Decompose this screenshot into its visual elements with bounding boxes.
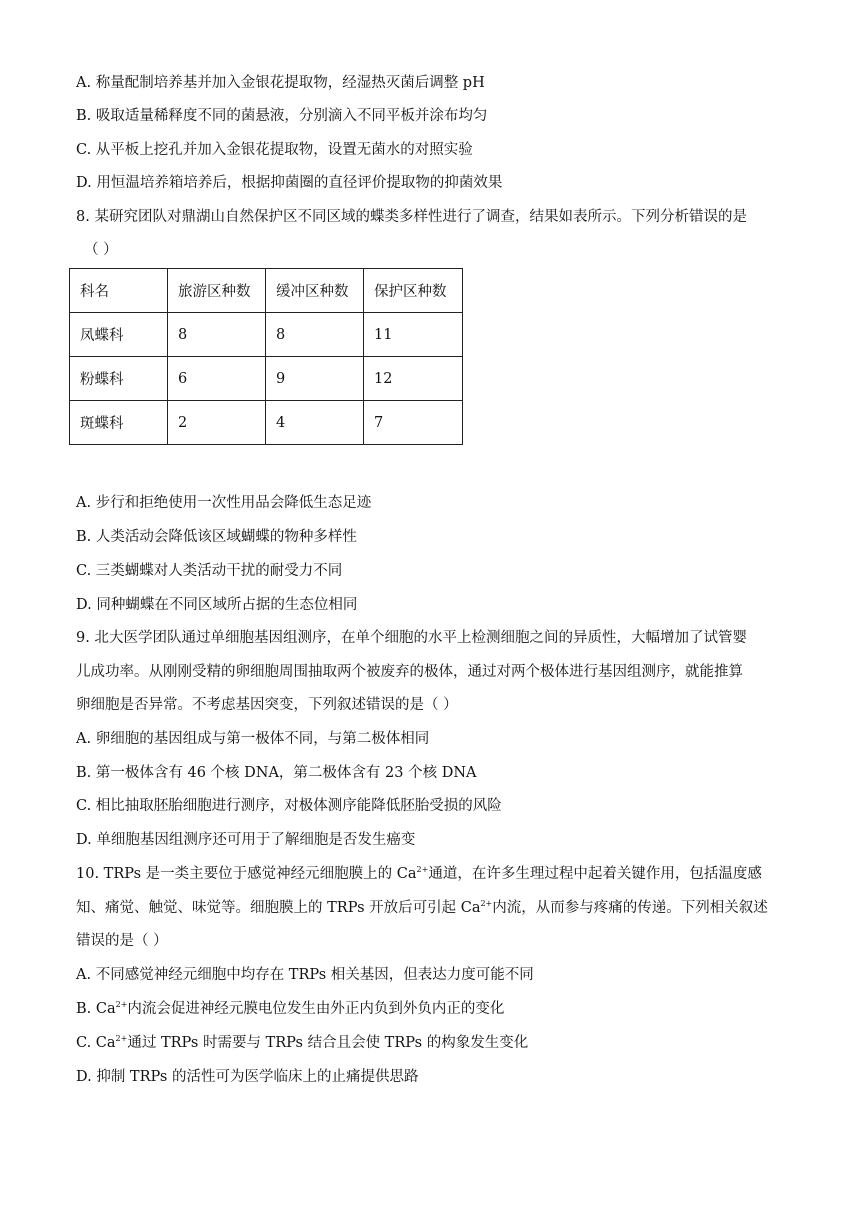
q9-stem-line3: 卵细胞是否异常。不考虑基因突变，下列叙述错误的是（ ） bbox=[76, 697, 458, 713]
q9-option-c: C. 相比抽取胚胎细胞进行测序，对极体测序能降低胚胎受损的风险 bbox=[76, 798, 502, 814]
table-cell: 11 bbox=[364, 313, 463, 357]
q9-option-b: B. 第一极体含有 46 个核 DNA，第二极体含有 23 个核 DNA bbox=[76, 765, 477, 781]
table-cell: 8 bbox=[266, 313, 364, 357]
q10-stem-line1 bbox=[76, 864, 762, 884]
q8-option-a: A. 步行和拒绝使用一次性用品会降低生态足迹 bbox=[76, 495, 372, 511]
q7-option-c: C. 从平板上挖孔并加入金银花提取物，设置无菌水的对照实验 bbox=[76, 142, 473, 158]
q7-option-d: D. 用恒温培养箱培养后，根据抑菌圈的直径评价提取物的抑菌效果 bbox=[76, 175, 503, 191]
q8-option-c: C. 三类蝴蝶对人类活动干扰的耐受力不同 bbox=[76, 563, 343, 579]
q10-option-a: A. 不同感觉神经元细胞中均存在 TRPs 相关基因，但表达力度可能不同 bbox=[76, 967, 534, 983]
q10-option-text: 内流会促进神经元膜电位发生由外正内负到外负内正的变化 bbox=[127, 1001, 505, 1017]
table-header-cell: 科名 bbox=[70, 269, 168, 313]
q10-option-text: 通过 TRPs 时需要与 TRPs 结合且会使 TRPs 的构象发生变化 bbox=[127, 1035, 529, 1051]
q8-answer-bracket: （ ） bbox=[84, 242, 118, 258]
ion-charge: 2+ bbox=[115, 1034, 128, 1043]
q9-option-a: A. 卵细胞的基因组成与第一极体不同，与第二极体相同 bbox=[76, 731, 430, 747]
q8-option-d: D. 同种蝴蝶在不同区域所占据的生态位相同 bbox=[76, 597, 358, 613]
table-cell: 6 bbox=[168, 357, 266, 401]
q9-stem-line1: 9. 北大医学团队通过单细胞基因组测序，在单个细胞的水平上检测细胞之间的异质性，大幅增加了试管婴 bbox=[76, 630, 747, 646]
table-header-cell: 缓冲区种数 bbox=[266, 269, 364, 313]
table-cell: 斑蝶科 bbox=[70, 401, 168, 445]
table-cell: 2 bbox=[168, 401, 266, 445]
q10-option-d: D. 抑制 TRPs 的活性可为医学临床上的止痛提供思路 bbox=[76, 1069, 419, 1085]
q10-stem-text: 通道，在许多生理过程中起着关键作用，包括温度感 bbox=[428, 866, 762, 882]
q8-option-b: B. 人类活动会降低该区域蝴蝶的物种多样性 bbox=[76, 529, 357, 545]
q10-stem-text: 知、痛觉、触觉、味觉等。细胞膜上的 TRPs 开放后可引起 Ca bbox=[76, 900, 481, 916]
ion-charge: 2+ bbox=[480, 899, 493, 908]
q7-option-a: A. 称量配制培养基并加入金银花提取物，经湿热灭菌后调整 pH bbox=[76, 75, 485, 91]
q10-stem-text: 10. TRPs 是一类主要位于感觉神经元细胞膜上的 Ca bbox=[76, 866, 417, 882]
table-cell: 4 bbox=[266, 401, 364, 445]
table-cell: 粉蝶科 bbox=[70, 357, 168, 401]
table-header-row bbox=[70, 269, 463, 313]
q7-option-b: B. 吸取适量稀释度不同的菌悬液，分别滴入不同平板并涂布均匀 bbox=[76, 108, 488, 124]
table-row bbox=[70, 401, 463, 445]
q10-option-b bbox=[76, 999, 504, 1019]
table-header-cell: 保护区种数 bbox=[364, 269, 463, 313]
table-row bbox=[70, 313, 463, 357]
table-cell: 凤蝶科 bbox=[70, 313, 168, 357]
q9-option-d: D. 单细胞基因组测序还可用于了解细胞是否发生癌变 bbox=[76, 832, 416, 848]
q10-stem-line3: 错误的是（ ） bbox=[76, 933, 168, 949]
table-cell: 12 bbox=[364, 357, 463, 401]
ion-charge: 2+ bbox=[115, 1000, 128, 1009]
butterfly-species-table bbox=[69, 268, 463, 445]
ion-charge: 2+ bbox=[416, 865, 429, 874]
table-cell: 9 bbox=[266, 357, 364, 401]
q8-stem-line1: 8. 某研究团队对鼎湖山自然保护区不同区域的蝶类多样性进行了调查，结果如表所示。下列分析错误的是 bbox=[76, 209, 747, 225]
table-row bbox=[70, 357, 463, 401]
table-cell: 8 bbox=[168, 313, 266, 357]
q10-option-text: B. Ca bbox=[76, 1001, 116, 1017]
q10-stem-line2 bbox=[76, 898, 768, 918]
q10-stem-text: 内流，从而参与疼痛的传递。下列相关叙述 bbox=[492, 900, 768, 916]
table-cell: 7 bbox=[364, 401, 463, 445]
table-header-cell: 旅游区种数 bbox=[168, 269, 266, 313]
q10-option-c bbox=[76, 1033, 528, 1053]
q10-option-text: C. Ca bbox=[76, 1035, 116, 1051]
q9-stem-line2: 儿成功率。从刚刚受精的卵细胞周围抽取两个被废弃的极体，通过对两个极体进行基因组测序，就能推算 bbox=[76, 664, 743, 680]
